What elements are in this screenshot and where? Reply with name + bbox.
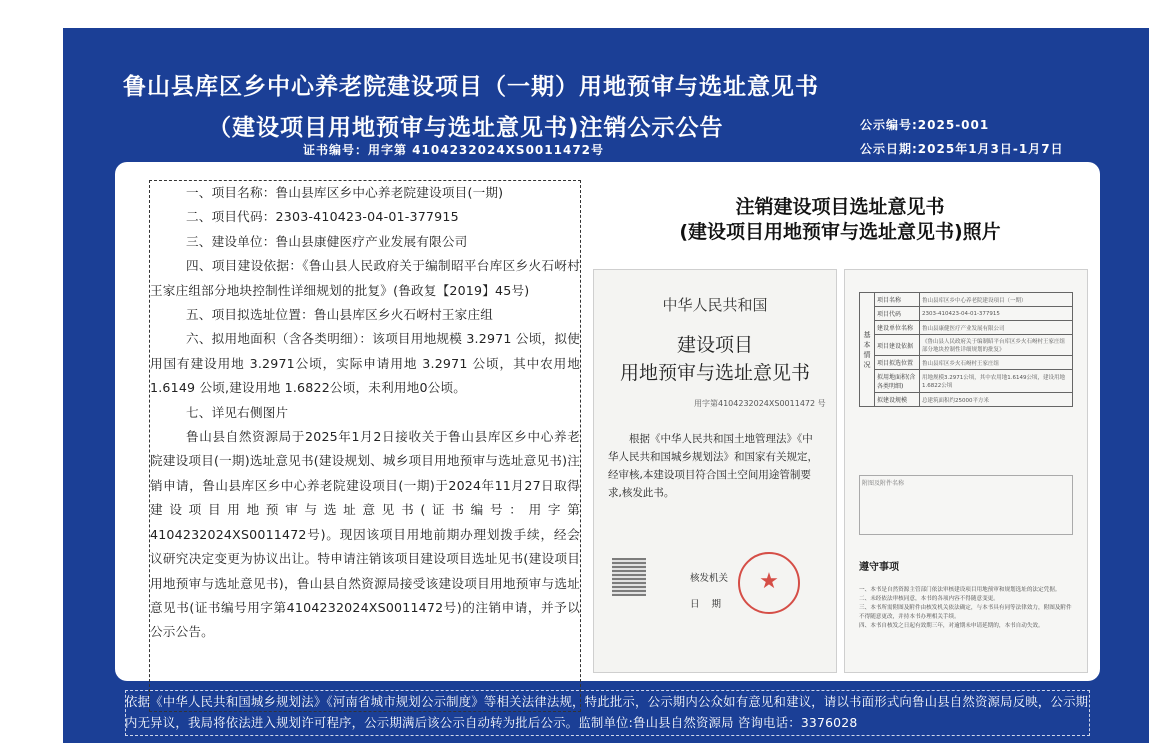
cert-title-line2: 用地预审与选址意见书 <box>619 362 810 384</box>
table-cell-label: 拟建设规模 <box>875 393 920 407</box>
cert-issuing-authority: 核发机关 <box>690 573 729 584</box>
cert-date-label: 日期 <box>690 599 734 610</box>
table-row <box>860 335 1073 356</box>
table-cell-value: 《鲁山县人民政府关于编制昭平台库区乡火石岈村王家庄组部分地块控制性详细规划的批复》 <box>920 335 1073 356</box>
table-cell-label: 项目名称 <box>875 293 920 307</box>
list-item: 一、本书是自然资源主管部门依法审核建设项目用地预审和规划选址的法定凭据。 <box>859 587 1061 593</box>
official-seal-icon: ★ <box>738 552 800 614</box>
item-project-code: 二、项目代码：2303-410423-04-01-377915 <box>186 209 459 225</box>
table-cell-label: 项目代码 <box>875 307 920 321</box>
photo-section-title: 注销建设项目选址意见书 <box>735 196 945 218</box>
table-cell-label: 拟用地面积(含各类明细) <box>875 370 920 393</box>
cert-title-line1: 建设项目 <box>676 334 753 356</box>
footer-notice: 依据《中华人民共和国城乡规划法》《河南省城市规划公示制度》等相关法律法规，特此批示，公示期内公众如有意见和建议，请以书面形式向鲁山县自然资源局反映，公示期内无异议，我局将依法进入规划许可程序，公示期满后该公示自动转为批后公示。监制单位:鲁山县自然资源局 咨询电话：3376028 <box>125 694 1089 730</box>
notice-heading: 遵守事项 <box>859 562 899 573</box>
table-cell-label: 建设单位名称 <box>875 321 920 335</box>
item-basis: 四、项目建设依据：《鲁山县人民政府关于编制昭平台库区乡火石岈村王家庄组部分地块控制性详细规划的批复》(鲁政复【2019】45号) <box>150 258 580 298</box>
table-cell-value: 鲁山县库区乡中心养老院建设项目（一期） <box>920 293 1073 307</box>
list-item: 三、本书所需附图及附件由核发机关依法确定，与本书具有同等法律效力，附图及附件不得随意更改，并持本书办理相关手续。 <box>859 605 1072 620</box>
table-cell-label: 项目拟选位置 <box>875 356 920 370</box>
table-row <box>860 393 1073 407</box>
table-cell-value: 用地规模3.2971公顷，其中农用地1.6149公顷，建设用地1.6822公顷 <box>920 370 1073 393</box>
cert-body-text: 根据《中华人民共和国土地管理法》《中华人民共和国城乡规划法》和国家有关规定，经审核,本建设项目符合国土空间用途管制要求,核发此书。 <box>608 433 818 499</box>
notice-list <box>859 586 1073 631</box>
notice-text-box <box>149 180 581 712</box>
attachment-box: 附图及附件名称 <box>859 475 1073 535</box>
table-cell-label: 项目建设依据 <box>875 335 920 356</box>
item-location: 五、项目拟选址位置：鲁山县库区乡火石岈村王家庄组 <box>186 307 494 323</box>
certificate-cover-photo <box>593 269 837 673</box>
item-construction-unit: 三、建设单位：鲁山县康健医疗产业发展有限公司 <box>186 233 468 249</box>
table-cell-value: 鲁山县库区乡火石岈村王家庄组 <box>920 356 1073 370</box>
cert-details-table <box>859 292 1073 407</box>
table-side-label: 基本情况 <box>860 293 875 407</box>
list-item: 二、未经依法审核同意，本书的各项内容不得随意变更。 <box>859 596 999 602</box>
item-land-area: 六、拟用地面积（含各类明细）：该项目用地规模 3.2971 公顷，拟使用国有建设用地 3.2971公顷，实际申请用地 3.2971 公顷，其中农用地1.6149 公顷,建设用地 1.6822公顷，未利用地0公顷。 <box>150 331 580 396</box>
cert-country: 中华人民共和国 <box>662 296 768 314</box>
right-edge-strip <box>1149 28 1166 743</box>
certificate-number: 证书编号：用字第 4104232024XS0011472号 <box>303 143 605 157</box>
table-row <box>860 293 1073 307</box>
table-row <box>860 321 1073 335</box>
table-cell-value: 总建筑面积约25000平方米 <box>920 393 1073 407</box>
page-subtitle: （建设项目用地预审与选址意见书)注销公示公告 <box>208 115 724 141</box>
content-panel <box>115 162 1100 681</box>
table-row <box>860 370 1073 393</box>
table-row <box>860 307 1073 321</box>
notice-board <box>63 28 1166 743</box>
photo-section-subtitle: (建设项目用地预审与选址意见书)照片 <box>679 221 1001 243</box>
publication-number: 公示编号:2025-001 <box>860 118 990 132</box>
cert-number: 用字第4104232024XS0011472 号 <box>694 399 826 408</box>
table-cell-value: 2303-410423-04-01-377915 <box>920 307 1073 321</box>
table-row <box>860 356 1073 370</box>
table-cell-value: 鲁山县康健医疗产业发展有限公司 <box>920 321 1073 335</box>
item-project-name: 一、项目名称：鲁山县库区乡中心养老院建设项目(一期) <box>186 185 504 200</box>
publication-date: 公示日期:2025年1月3日-1月7日 <box>860 142 1064 156</box>
item-see-picture: 七、详见右侧图片 <box>186 404 289 420</box>
notice-body-paragraph: 鲁山县自然资源局于2025年1月2日接收关于鲁山县库区乡中心养老院建设项目(一期)选址意见书(建设规划、城乡项目用地预审与选址意见书)注销申请，鲁山县库区乡中心养老院建设项目(一期)于2024年11月27日取得建设项目用地预审与选址意见书(证书编号：用字第4104232024XS0011472号)。现因该项目用地前期办理划拨手续，经会议研究决定变更为协议出让。特申请注销该项目建设项目选址见书(建设项目用地预审与选址意见书)，鲁山县自然资源局接受该建设项目用地预审与选址意见书(证书编号用字第4104232024XS0011472号)的注销申请，并予以公示公告。 <box>150 429 580 640</box>
certificate-details-photo <box>844 269 1088 673</box>
list-item: 四、本书自核发之日起有效期三年，对逾期未申请延期的，本书自动失效。 <box>859 623 1044 629</box>
page-title: 鲁山县库区乡中心养老院建设项目（一期）用地预审与选址意见书 <box>123 74 819 100</box>
qr-code-icon <box>612 558 646 596</box>
